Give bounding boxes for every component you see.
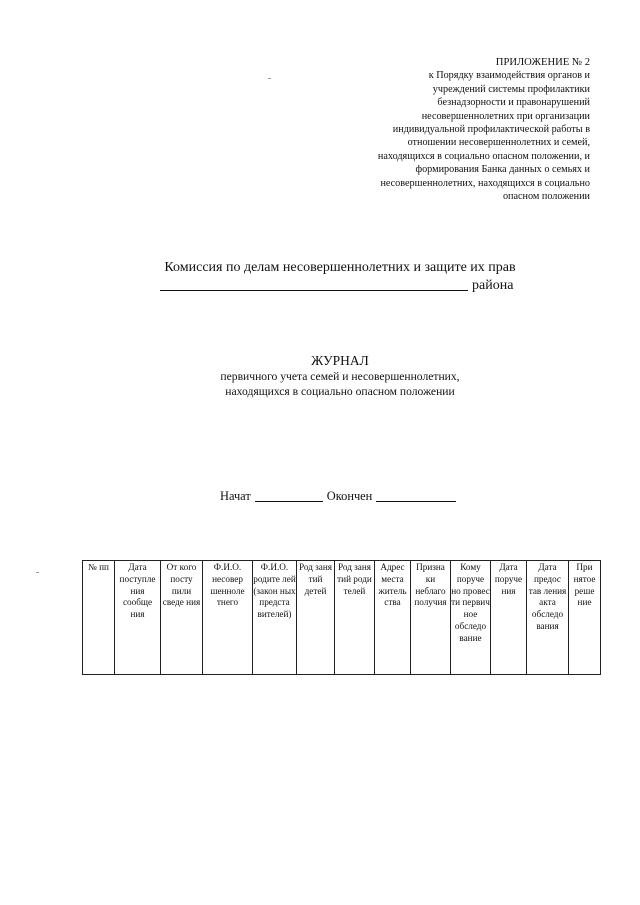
journal-heading xyxy=(120,352,560,399)
column-header: Род заня тий роди телей xyxy=(335,561,375,675)
scan-speck xyxy=(36,572,39,573)
table-header-row xyxy=(83,561,601,675)
appendix-line: безнадзорности и правонарушений xyxy=(437,97,590,109)
district-suffix: района xyxy=(472,278,514,293)
district-line xyxy=(160,276,513,295)
started-label: Начат xyxy=(220,489,251,503)
appendix-line: отношении несовершеннолетних и семей, xyxy=(407,137,590,149)
journal-title: ЖУРНАЛ xyxy=(311,353,369,368)
column-header: Дата поруче ния xyxy=(491,561,527,675)
column-header: Ф.И.О. несовер шенноле тнего xyxy=(203,561,253,675)
appendix-line: к Порядку взаимодействия органов и xyxy=(428,70,590,82)
column-header: Кому поруче но провес ти первич ное обследо вание xyxy=(451,561,491,675)
finished-blank xyxy=(376,489,456,502)
journal-table xyxy=(82,560,601,675)
column-header: Род заня тий детей xyxy=(297,561,335,675)
column-header: От кого посту пили сведе ния xyxy=(161,561,203,675)
commission-title: Комиссия по делам несовершеннолетних и защите их прав xyxy=(164,260,516,275)
appendix-heading: ПРИЛОЖЕНИЕ № 2 xyxy=(495,57,590,68)
column-header: Адрес места житель ства xyxy=(375,561,411,675)
appendix-line: опасном положении xyxy=(502,191,590,203)
appendix-line: формирования Банка данных о семьях и xyxy=(415,164,590,176)
appendix-line: индивидуальной профилактической работы в xyxy=(392,124,590,136)
column-header: Дата поступле ния сообще ния xyxy=(115,561,161,675)
journal-dates xyxy=(220,489,456,504)
district-blank xyxy=(160,276,468,291)
scan-speck xyxy=(268,78,271,79)
appendix-block xyxy=(310,56,590,203)
column-header: При нятое реше ние xyxy=(569,561,601,675)
appendix-line: несовершеннолетних, находящихся в социально xyxy=(380,177,590,189)
journal-subtitle-1: первичного учета семей и несовершеннолетних, xyxy=(220,370,460,383)
started-blank xyxy=(255,489,323,502)
column-header: Ф.И.О. родите лей (закон ных предста вителей) xyxy=(253,561,297,675)
column-header: Дата предос тав ления акта обследо вания xyxy=(527,561,569,675)
appendix-line: несовершеннолетних при организации xyxy=(421,110,590,122)
appendix-line: учреждений системы профилактики xyxy=(432,83,590,95)
appendix-line: находящихся в социально опасном положении, и xyxy=(377,150,590,162)
finished-label: Окончен xyxy=(326,489,373,503)
column-header: Призна ки неблаго получия xyxy=(411,561,451,675)
journal-subtitle-2: находящихся в социально опасном положении xyxy=(225,385,455,398)
column-header: № пп xyxy=(83,561,115,675)
